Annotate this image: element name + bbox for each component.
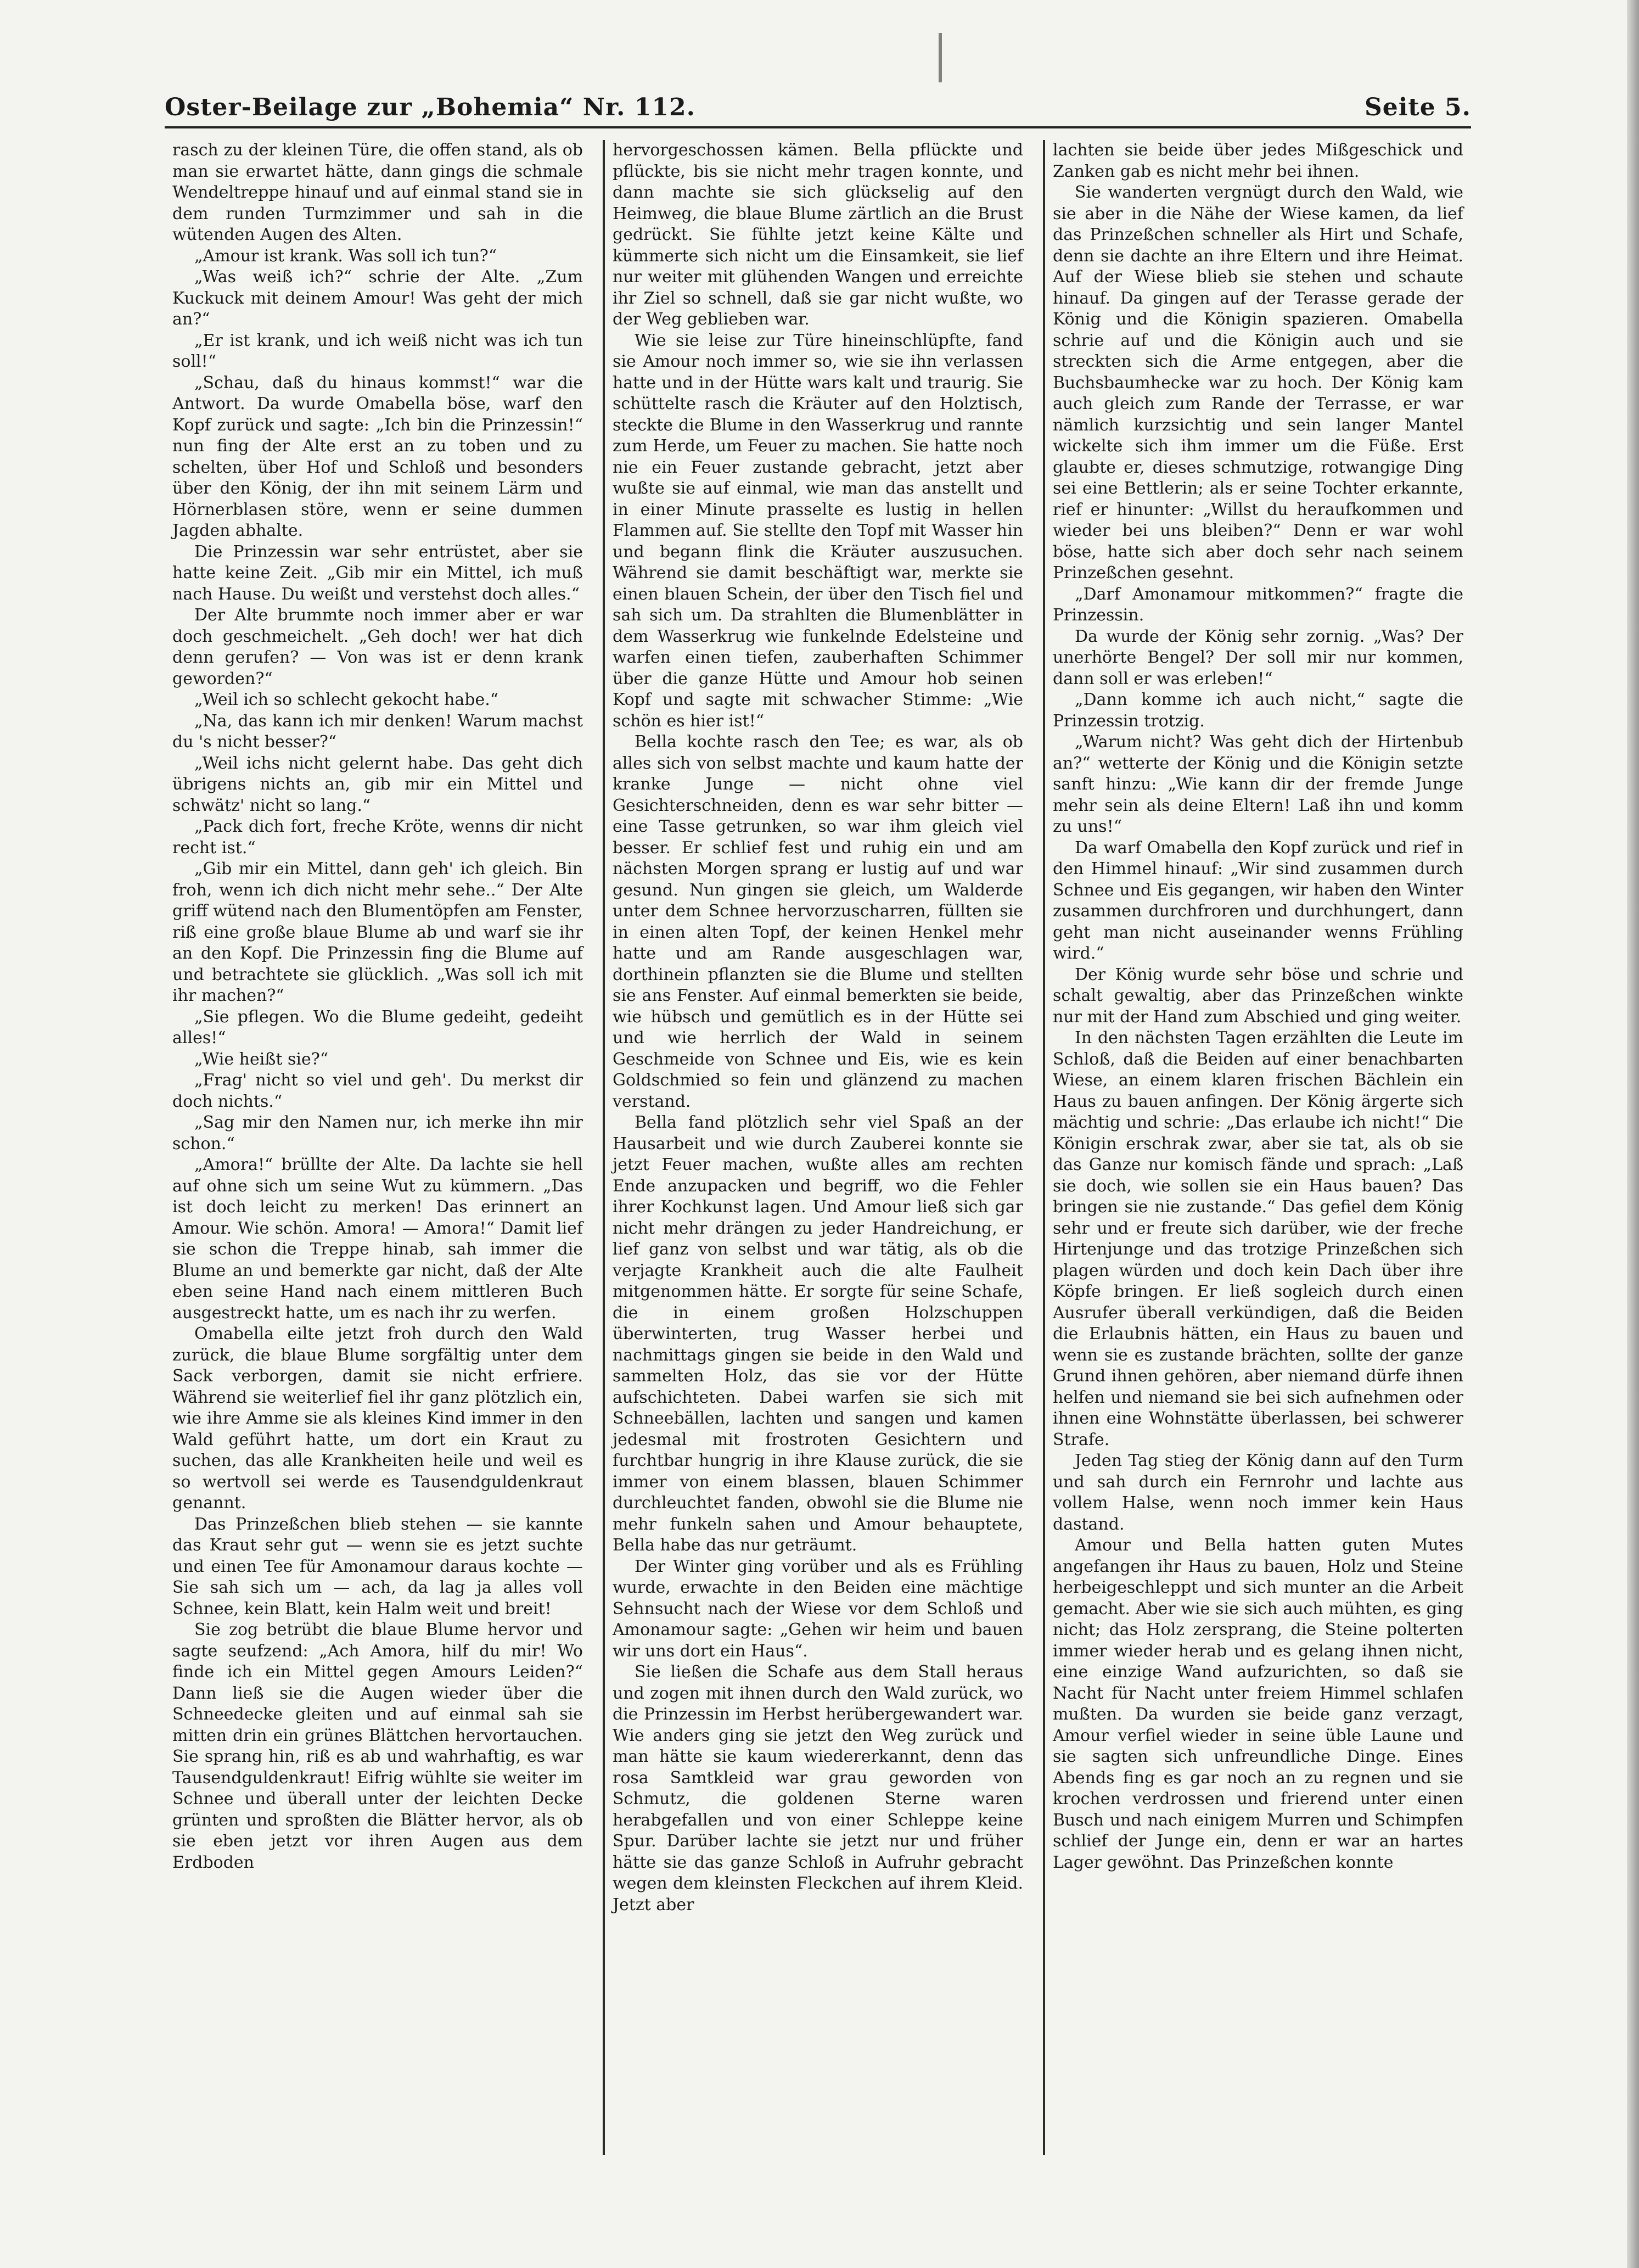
article-paragraph: „Warum nicht? Was geht dich der Hirtenbub an?“ wetterte der König und die Königin setzte sanft hinzu: „Wie kann dir der fremde Junge mehr sein als deine Eltern! Laß ihn und komm zu uns!“ (1053, 732, 1463, 836)
article-paragraph: „Amour ist krank. Was soll ich tun?“ (194, 246, 497, 266)
article-paragraph: „Sag mir den Namen nur, ich merke ihn mir schon.“ (172, 1113, 583, 1153)
article-paragraph: „Sie pflegen. Wo die Blume gedeiht, gedeiht alles!“ (172, 1007, 583, 1048)
article-paragraph: „Amora!“ brüllte der Alte. Da lachte sie hell auf ohne sich um seine Wut zu kümmern. „Das ist doch leicht zu merken! Das erinnert an Amour. Wie schön. Amora! — Amora!“ Damit lief sie schon die Treppe hinab, sah immer die Blume an und bemerkte gar nicht, daß der Alte eben seine Hand nach einem mittleren Buch ausgestreckt hatte, um es nach ihr zu werfen. (172, 1155, 583, 1323)
article-paragraph: Sie ließen die Schafe aus dem Stall heraus und zogen mit ihnen durch den Wald zurück, wo die Prinzessin im Herbst herübergewandert war. Wie anders ging sie jetzt den Weg zurück und man hätte sie kaum wiedererkannt, denn das rosa Samtkleid war grau geworden von Schmutz, die goldenen Sterne waren herabgefallen und von einer Schleppe keine Spur. Darüber lachte sie jetzt nur und früher hätte sie das ganze Schloß in Aufruhr gebracht wegen dem kleinsten Fleckchen auf ihrem Kleid. Jetzt aber (613, 1662, 1023, 1914)
article-paragraph: Das Prinzeßchen blieb stehen — sie kannte das Kraut sehr gut — wenn sie es jetzt suchte und einen Tee für Amonamour daraus kochte — Sie sah sich um — ach, da lag ja alles voll Schnee, kein Blatt, kein Halm weit und breit! (172, 1514, 583, 1619)
article-paragraph: Bella fand plötzlich sehr viel Spaß an der Hausarbeit und wie durch Zauberei konnte sie jetzt Feuer machen, wußte alles am rechten Ende anzupacken und begriff, wo die Fehler ihrer Kochkunst lagen. Und Amour ließ sich gar nicht mehr drängen zu jeder Handreichung, er lief ganz von selbst und war tätig, als ob die verjagte Krankheit auch die alte Faulheit mitgenommen hätte. Er sorgte für seine Schafe, die in einem großen Holzschuppen überwinterten, trug Wasser herbei und nachmittags gingen sie beide in den Wald und sammelten Holz, das sie vor der Hütte aufschichteten. Dabei warfen sie sich mit Schneebällen, lachten und sangen und kamen jedesmal mit frostroten Gesichtern und furchtbar hungrig in ihre Klause zurück, die sie immer von einem blassen, blauen Schimmer durchleuchtet fanden, obwohl sie die Blume nie mehr funkeln sahen und Amour behauptete, Bella habe das nur geträumt. (613, 1113, 1023, 1555)
article-paragraph: Omabella eilte jetzt froh durch den Wald zurück, die blaue Blume sorgfältig unter dem Sack verborgen, damit sie nicht erfriere. Während sie weiterlief fiel ihr ganz plötzlich ein, wie ihre Amme sie als kleines Kind immer in den Wald geführt hatte, um dort ein Kraut zu suchen, das alle Krankheiten heile und weil es so wertvoll sei werde es Tausendguldenkraut genannt. (172, 1324, 583, 1513)
article-paragraph: Jeden Tag stieg der König dann auf den Turm und sah durch ein Fernrohr und lachte aus vollem Halse, wenn noch immer kein Haus dastand. (1053, 1451, 1463, 1534)
article-paragraph: „Schau, daß du hinaus kommst!“ war die Antwort. Da wurde Omabella böse, warf den Kopf zurück und sagte: „Ich bin die Prinzessin!“ nun fing der Alte erst an zu toben und zu schelten, über Hof und Schloß und besonders über den König, der ihn mit seinem Lärm und Hörnerblasen störe, wenn er seine dummen Jagden abhalte. (172, 373, 583, 540)
article-paragraph: Sie zog betrübt die blaue Blume hervor und sagte seufzend: „Ach Amora, hilf du mir! Wo finde ich ein Mittel gegen Amours Leiden?“ Dann ließ sie die Augen wieder über die Schneedecke gleiten und auf einmal sah sie mitten drin ein grünes Blättchen hervortauchen. Sie sprang hin, riß es ab und wahrhaftig, es war Tausendguldenkraut! Eifrig wühlte sie weiter im Schnee und überall unter der leichten Decke grünten und sproßten die Blätter hervor, als ob sie eben jetzt vor ihren Augen aus dem Erdboden (172, 1620, 583, 1872)
print-mark (939, 33, 942, 82)
column-3 (1043, 140, 1471, 2155)
text-columns (165, 140, 1471, 2155)
article-paragraph: Der König wurde sehr böse und schrie und schalt gewaltig, aber das Prinzeßchen winkte nur mit der Hand zum Abschied und ging weiter. (1053, 965, 1463, 1027)
article-paragraph: Der Alte brummte noch immer aber er war doch geschmeichelt. „Geh doch! wer hat dich denn gerufen? — Von was ist er denn krank geworden?“ (172, 606, 583, 688)
article-paragraph: „Frag' nicht so viel und geh'. Du merkst dir doch nichts.“ (172, 1071, 583, 1111)
column-1 (165, 140, 591, 2155)
article-paragraph: „Weil ich so schlecht gekocht habe.“ (194, 690, 499, 709)
article-paragraph: „Dann komme ich auch nicht,“ sagte die Prinzessin trotzig. (1053, 690, 1463, 731)
article-paragraph: Der Winter ging vorüber und als es Frühling wurde, erwachte in den Beiden eine mächtige Sehnsucht nach der Wiese vor dem Schloß und Amonamour sagte: „Gehen wir heim und bauen wir uns dort ein Haus“. (613, 1556, 1023, 1661)
article-paragraph: lachten sie beide über jedes Mißgeschick und Zanken gab es nicht mehr bei ihnen. (1053, 141, 1463, 181)
article-paragraph: „Wie heißt sie?“ (194, 1049, 329, 1069)
article-paragraph: Die Prinzessin war sehr entrüstet, aber sie hatte keine Zeit. „Gib mir ein Mittel, ich muß nach Hause. Du weißt und verstehst doch alles.“ (172, 542, 583, 604)
article-paragraph: rasch zu der kleinen Türe, die offen stand, als ob man sie erwartet hätte, dann gings die schmale Wendeltreppe hinauf und auf einmal stand sie in dem runden Turmzimmer und sah in die wütenden Augen des Alten. (172, 141, 583, 244)
article-paragraph: Bella kochte rasch den Tee; es war, als ob alles sich von selbst machte und kaum hatte der kranke Junge — nicht ohne viel Gesichterschneiden, denn es war sehr bitter — eine Tasse getrunken, so war ihm gleich viel besser. Er schlief fest und ruhig ein und am nächsten Morgen sprang er lustig auf und war gesund. Nun gingen sie gleich, um Walderde unter dem Schnee hervorzuscharren, füllten sie in einen alten Topf, der keinen Henkel mehr hatte und am Rande ausgeschlagen war, dorthinein pflanzten sie die Blume und stellten sie ans Fenster. Auf einmal bemerkten sie beide, wie hübsch und gemütlich es in der Hütte sei und wie herrlich der Wald in seinem Geschmeide von Schnee und Eis, wie es kein Goldschmied so fein und glänzend zu machen verstand. (613, 732, 1023, 1111)
article-paragraph: „Darf Amonamour mitkommen?“ fragte die Prinzessin. (1053, 584, 1463, 625)
article-paragraph: Da warf Omabella den Kopf zurück und rief in den Himmel hinauf: „Wir sind zusammen durch Schnee und Eis gegangen, wir haben den Winter zusammen durchfroren und durchhungert, dann geht man nicht auseinander wenns Frühling wird.“ (1053, 838, 1463, 963)
article-paragraph: Wie sie leise zur Türe hineinschlüpfte, fand sie Amour noch immer so, wie sie ihn verlassen hatte und in der Hütte wars kalt und traurig. Sie schüttelte rasch die Kräuter auf den Holztisch, steckte die Blume in den Wasserkrug und rannte zum Herde, um Feuer zu machen. Sie hatte noch nie ein Feuer zustande gebracht, jetzt aber wußte sie auf einmal, wie man das anstellt und in einer Minute prasselte es lustig in hellen Flammen auf. Sie stellte den Topf mit Wasser hin und begann flink die Kräuter auszusuchen. Während sie damit beschäftigt war, merkte sie einen blauen Schein, der über den Tisch fiel und sah sich um. Da strahlten die Blumenblätter in dem Wasserkrug wie funkelnde Edelsteine und warfen einen tiefen, zauberhaften Schimmer über die ganze Hütte und Amour hob seinen Kopf und sagte mit schwacher Stimme: „Wie schön es hier ist!“ (613, 331, 1023, 731)
article-paragraph: Amour und Bella hatten guten Mutes angefangen ihr Haus zu bauen, Holz und Steine herbeigeschleppt und sich munter an die Arbeit gemacht. Aber wie sie sich auch mühten, es ging nicht; das Holz zersprang, die Steine polterten immer wieder herab und es gelang ihnen nicht, eine einzige Wand aufzurichten, so daß sie Nacht für Nacht unter freiem Himmel schlafen mußten. Da wurden sie beide ganz verzagt, Amour verfiel wieder in seine üble Laune und sie sagten sich unfreundliche Dinge. Eines Abends fing es gar noch an zu regnen und sie krochen verdrossen und frierend unter einen Busch und nach einigem Murren und Schimpfen schlief der Junge ein, denn er war an hartes Lager gewöhnt. Das Prinzeßchen konnte (1053, 1536, 1463, 1872)
article-paragraph: „Er ist krank, und ich weiß nicht was ich tun soll!“ (172, 331, 583, 371)
article-paragraph: „Na, das kann ich mir denken! Warum machst du 's nicht besser?“ (172, 711, 583, 752)
publication-title: Oster-Beilage zur „Bohemia“ Nr. 112. (165, 93, 695, 121)
article-paragraph: „Weil ichs nicht gelernt habe. Das geht dich übrigens nichts an, gib mir ein Mittel und schwätz' nicht so lang.“ (172, 753, 583, 815)
article-paragraph: Sie wanderten vergnügt durch den Wald, wie sie aber in die Nähe der Wiese kamen, da lief das Prinzeßchen schneller als Hirt und Schafe, denn sie dachte an ihre Eltern und ihre Heimat. Auf der Wiese blieb sie stehen und schaute hinauf. Da gingen auf der Terasse gerade der König und die Königin spazieren. Omabella schrie auf und die Königin auch und sie streckten sich die Arme entgegen, aber die Buchsbaumhecke war zu hoch. Der König kam auch gleich zum Rande der Terrasse, er war nämlich kurzsichtig und sein langer Mantel wickelte sich ihm immer um die Füße. Erst glaubte er, dieses schmutzige, rotwangige Ding sei eine Bettlerin; als er seine Tochter erkannte, rief er hinunter: „Willst du heraufkommen und wieder bei uns bleiben?“ Denn er war wohl böse, hatte sich aber doch sehr nach seinem Prinzeßchen gesehnt. (1053, 183, 1463, 583)
page-number: Seite 5. (1364, 93, 1471, 121)
article-paragraph: „Was weiß ich?“ schrie der Alte. „Zum Kuckuck mit deinem Amour! Was geht der mich an?“ (172, 267, 583, 329)
column-2 (603, 140, 1031, 2155)
article-paragraph: Da wurde der König sehr zornig. „Was? Der unerhörte Bengel? Der soll mir nur kommen, dann soll er was erleben!“ (1053, 626, 1463, 688)
article-paragraph: In den nächsten Tagen erzählten die Leute im Schloß, daß die Beiden auf einer benachbarten Wiese, an einem klaren frischen Bächlein ein Haus zu bauen anfingen. Der König ärgerte sich mächtig und schrie: „Das erlaube ich nicht!“ Die Königin erschrak zwar, aber sie tat, als ob sie das Ganze nur komisch fände und sprach: „Laß sie doch, wie sollen sie ein Haus bauen? Das bringen sie nie zustande.“ Das gefiel dem König sehr und er freute sich darüber, wie der freche Hirtenjunge und das trotzige Prinzeßchen sich plagen würden und doch kein Dach über ihre Köpfe bringen. Er ließ sogleich durch einen Ausrufer überall verkündigen, daß die Beiden die Erlaubnis hätten, ein Haus zu bauen und wenn sie es zustande brächten, sollte der ganze Grund ihnen gehören, aber niemand dürfe ihnen helfen und niemand sie bei sich aufnehmen oder ihnen eine Wohnstätte überlassen, bei schwerer Strafe. (1053, 1028, 1463, 1449)
article-paragraph: „Pack dich fort, freche Kröte, wenns dir nicht recht ist.“ (172, 817, 583, 858)
page-header (165, 88, 1471, 128)
article-paragraph: hervorgeschossen kämen. Bella pflückte und pflückte, bis sie nicht mehr tragen konnte, und dann machte sie sich glückselig auf den Heimweg, die blaue Blume zärtlich an die Brust gedrückt. Sie fühlte jetzt keine Kälte und kümmerte sich nicht um die Einsamkeit, sie lief nur weiter mit glühenden Wangen und erreichte ihr Ziel so schnell, daß sie gar nicht wußte, wo der Weg geblieben war. (613, 141, 1023, 329)
article-paragraph: „Gib mir ein Mittel, dann geh' ich gleich. Bin froh, wenn ich dich nicht mehr sehe..“ Der Alte griff wütend nach den Blumentöpfen am Fenster, riß eine große blaue Blume ab und warf sie ihr an den Kopf. Die Prinzessin fing die Blume auf und betrachtete sie glücklich. „Was soll ich mit ihr machen?“ (172, 859, 583, 1005)
